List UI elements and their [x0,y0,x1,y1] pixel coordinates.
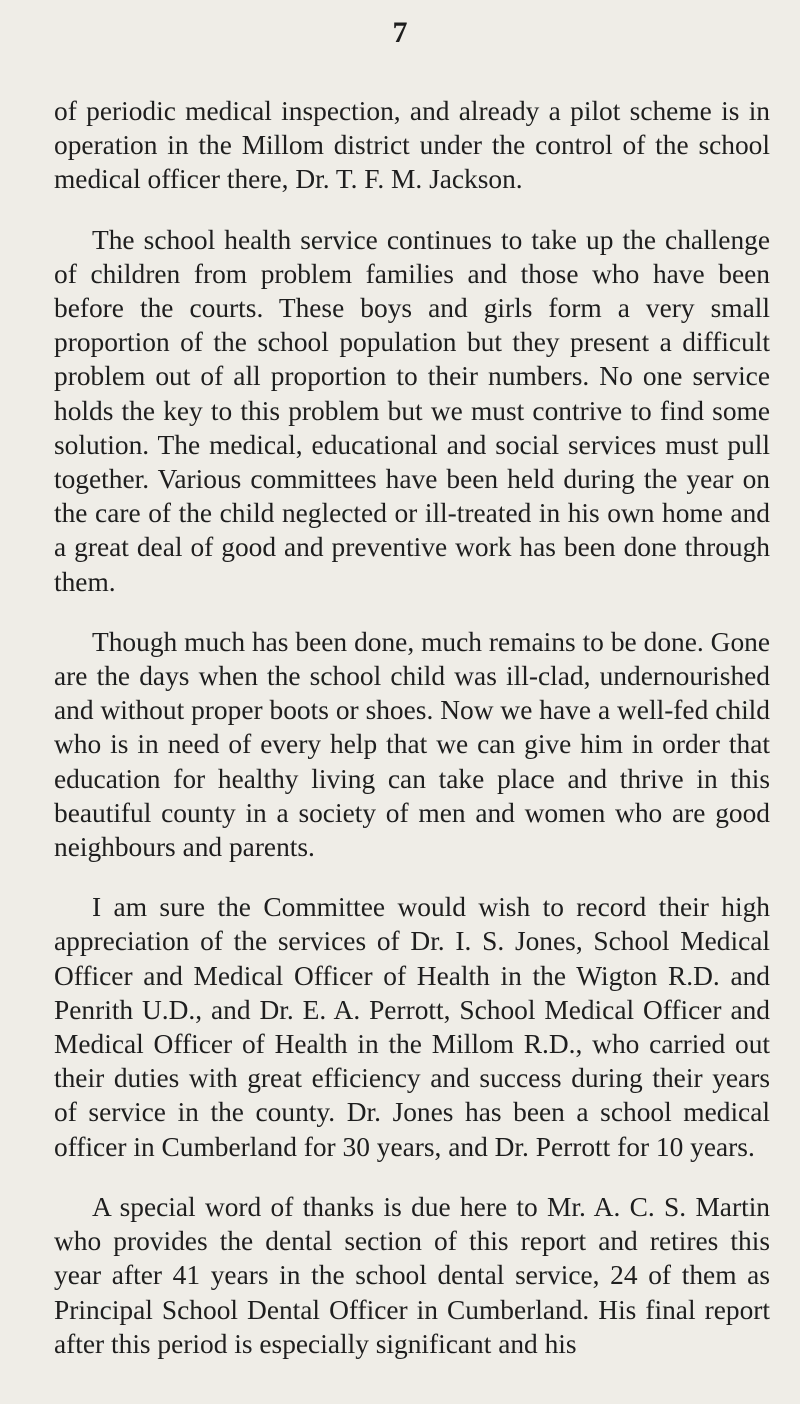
page-number: 7 [392,16,408,49]
report-body [54,94,770,1387]
paragraph-problem-families: The school health service continues to take up the challenge of children from problem families and those who have been before the courts. These boys and girls form a very small proportion of the school population but they present a difficult problem out of all proportion to their numbers. No one service holds the key to this problem but we must contrive to find some solution. The medical, educational and social services must pull together. Various committees have been held during the year on the care of the child neglected or ill-treated in his own home and a great deal of good and preventive work has been done through them. [54,224,770,597]
paragraph-appreciation: I am sure the Committee would wish to record their high appreciation of the services of Dr. I. S. Jones, School Medical Officer and Medical Officer of Health in the Wigton R.D. and Penrith U.D., and Dr. E. A. Perrott, School Medical Officer and Medical Officer of Health in the Millom R.D., who carried out their duties with great efficiency and success during their years of service in the county. Dr. Jones has been a school medical officer in Cumberland for 30 years, and Dr. Perrott for 10 years. [54,892,770,1162]
paragraph-thanks: A special word of thanks is due here to Mr. A. C. S. Martin who provides the dental section of this report and retires this year after 41 years in the school dental service, 24 of them as Principal School Dental Officer in Cumberland. His final report after this period is especially significant and his [54,1191,770,1359]
paragraph-continuation: of periodic medical inspection, and already a pilot scheme is in operation in the Millom district under the control of the school medical officer there, Dr. T. F. M. Jackson. [54,96,770,195]
paragraph-much-remains: Though much has been done, much remains to be done. Gone are the days when the school child was ill-clad, undernourished and without proper boots or shoes. Now we have a well-fed child who is in need of every help that we can give him in order that education for healthy living can take place and thrive in this beautiful county in a society of men and women who are good neighbours and parents. [54,626,770,863]
